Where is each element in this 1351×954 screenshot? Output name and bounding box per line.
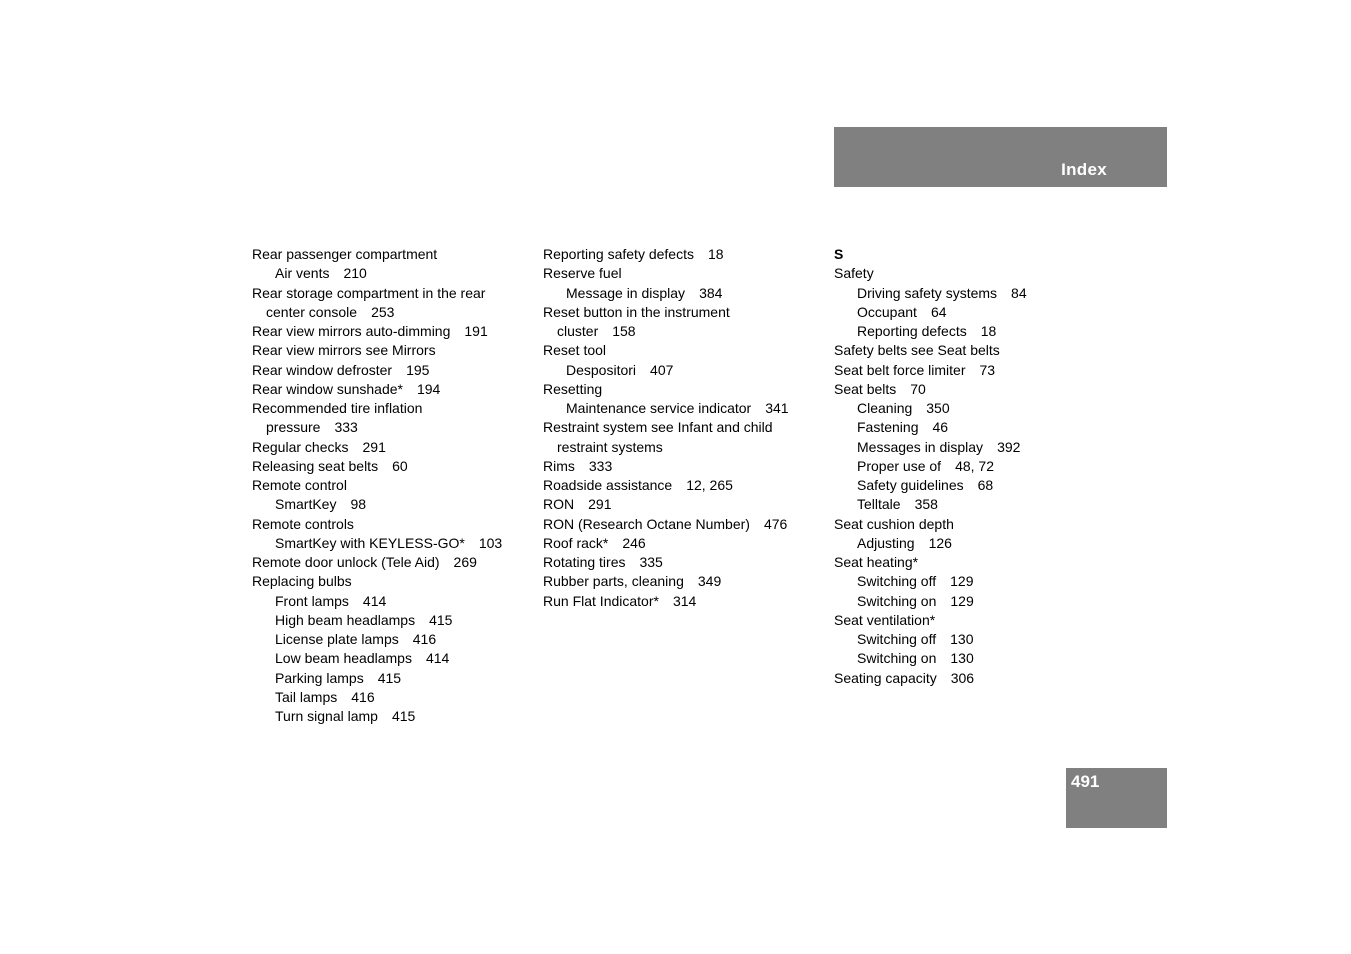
index-entry-text: Switching off	[857, 573, 937, 590]
index-entry	[252, 572, 502, 591]
index-entry-page: 333	[334, 419, 358, 436]
index-entry-page: 253	[371, 303, 395, 320]
index-entry-text: Occupant	[857, 303, 917, 320]
index-entry-page: 416	[351, 688, 375, 705]
index-entry-text: Remote door unlock (Tele Aid)	[252, 554, 440, 570]
index-entry-text: License plate lamps	[275, 631, 399, 647]
index-entry	[834, 630, 1027, 649]
index-entry-text: Rear storage compartment in the rear	[252, 284, 486, 301]
index-entry-text: Switching on	[857, 592, 937, 609]
index-entry-text: Rotating tires	[543, 554, 626, 570]
index-entry-page: 415	[429, 611, 453, 628]
index-entry-page: 158	[612, 323, 636, 339]
index-entry-page: 392	[997, 438, 1021, 455]
index-entry-text: RON	[543, 496, 575, 513]
index-entry-text: cluster	[557, 323, 599, 339]
index-entry-text: Rear window sunshade*	[252, 380, 403, 397]
index-entry-page: 194	[416, 380, 441, 397]
index-entry-text: Roof rack*	[543, 534, 609, 551]
index-entry-text: Messages in display	[857, 438, 984, 455]
index-entry-page: 73	[979, 361, 996, 378]
index-entry	[252, 264, 502, 283]
index-entry-text: Reset button in the instrument	[543, 303, 730, 320]
index-entry	[252, 380, 502, 399]
index-entry-text: Safety guidelines	[857, 477, 964, 493]
index-entry-page: 476	[763, 515, 788, 532]
index-entry-page: 358	[914, 496, 938, 513]
page-title: Index	[1061, 160, 1107, 179]
index-entry-text: SmartKey	[275, 496, 337, 513]
index-letter-heading	[834, 245, 1027, 264]
index-entry-page: 407	[650, 361, 674, 378]
index-entry	[543, 380, 789, 399]
index-entry-text: Safety	[834, 265, 874, 282]
index-entry	[834, 418, 1027, 437]
index-entry	[252, 438, 502, 457]
index-entry	[543, 515, 789, 534]
index-entry-text: Rubber parts, cleaning	[543, 573, 684, 590]
index-entry-page: 191	[464, 323, 488, 339]
index-entry	[252, 284, 502, 303]
index-entry	[834, 534, 1027, 553]
index-entry	[252, 361, 502, 380]
index-entry	[543, 341, 789, 360]
index-entry	[834, 495, 1027, 514]
index-entry	[252, 245, 502, 264]
index-entry-text: restraint systems	[557, 438, 663, 455]
index-entry-text: Reserve fuel	[543, 265, 622, 282]
page-number: 491	[1071, 772, 1100, 791]
index-entry-text: Driving safety systems	[857, 284, 998, 301]
index-column-1	[252, 245, 502, 726]
index-entry-text: Regular checks	[252, 438, 349, 455]
index-entry-page: 84	[1011, 284, 1027, 301]
index-entry-page: 210	[343, 265, 367, 282]
index-entry	[543, 534, 789, 553]
index-entry	[252, 611, 502, 630]
index-entry	[543, 399, 789, 418]
index-entry-text: Seating capacity	[834, 669, 937, 686]
index-entry	[834, 284, 1027, 303]
index-entry	[252, 553, 502, 572]
index-entry-text: Roadside assistance	[543, 477, 673, 493]
index-entry-page: 416	[412, 631, 437, 647]
index-entry-text: Rear window defroster	[252, 361, 393, 378]
index-entry-page: 98	[350, 496, 367, 513]
index-entry-text: Rear view mirrors auto-dimming	[252, 323, 451, 339]
index-entry-text: pressure	[266, 419, 321, 436]
index-entry	[834, 457, 1027, 476]
index-entry	[252, 630, 502, 649]
index-entry-page: 415	[377, 669, 402, 686]
index-entry	[252, 669, 502, 688]
index-entry-page: 384	[699, 284, 723, 301]
index-entry-text: Telltale	[857, 496, 901, 513]
index-entry-text: RON (Research Octane Number)	[543, 515, 750, 532]
index-entry	[834, 399, 1027, 418]
index-entry	[834, 572, 1027, 591]
index-entry-text: center console	[266, 303, 358, 320]
index-entry-text: Rims	[543, 457, 575, 474]
index-entry-text: Switching off	[857, 631, 937, 647]
header-bar	[834, 127, 1167, 187]
index-entry-page: 129	[950, 573, 974, 590]
index-entry-text: Air vents	[275, 265, 330, 282]
index-entry-page: 12, 265	[686, 477, 733, 493]
index-entry	[834, 380, 1027, 399]
index-entry-text: Parking lamps	[275, 669, 364, 686]
index-entry-page: 195	[406, 361, 430, 378]
index-entry-text: Safety belts see Seat belts	[834, 342, 1000, 359]
index-entry-text: Reporting defects	[857, 323, 967, 339]
index-entry-text: Low beam headlamps	[275, 650, 412, 667]
index-entry-text: Releasing seat belts	[252, 457, 379, 474]
index-entry	[543, 264, 789, 283]
index-entry	[252, 476, 502, 495]
index-entry-page: 126	[928, 534, 952, 551]
index-entry	[252, 341, 502, 360]
index-entry-page: 291	[362, 438, 386, 455]
index-entry	[543, 495, 789, 514]
index-entry-text: Despositori	[566, 361, 637, 378]
index-entry-page: 70	[910, 380, 926, 397]
index-entry	[543, 553, 789, 572]
index-entry-text: Run Flat Indicator*	[543, 592, 659, 609]
index-entry-text: Replacing bulbs	[252, 573, 352, 590]
index-entry	[252, 418, 502, 437]
index-entry-text: Reporting safety defects	[543, 246, 694, 262]
index-entry-page: 18	[980, 323, 997, 339]
index-entry	[252, 322, 502, 341]
index-entry	[834, 515, 1027, 534]
index-entry-page: 341	[765, 400, 789, 416]
index-entry	[252, 303, 502, 322]
index-entry-page: 306	[950, 669, 975, 686]
index-entry-text: Turn signal lamp	[275, 708, 378, 724]
index-entry	[834, 476, 1027, 495]
index-entry-page: 129	[950, 592, 974, 609]
index-entry-text: Tail lamps	[275, 688, 338, 705]
index-entry-text: SmartKey with KEYLESS-GO*	[275, 534, 465, 551]
index-entry-text: Adjusting	[857, 534, 915, 551]
index-entry-page: 333	[588, 457, 613, 474]
index-entry-page: 314	[672, 592, 697, 609]
index-entry-page: 68	[977, 477, 994, 493]
index-entry	[834, 361, 1027, 380]
index-entry	[834, 553, 1027, 572]
index-entry-text: Remote control	[252, 477, 347, 493]
index-entry	[834, 649, 1027, 668]
index-entry-text: Seat cushion depth	[834, 515, 954, 532]
index-entry-page: 18	[707, 246, 724, 262]
index-entry-text: Maintenance service indicator	[566, 400, 752, 416]
index-entry	[252, 457, 502, 476]
index-entry	[252, 649, 502, 668]
index-entry	[834, 303, 1027, 322]
index-entry	[543, 572, 789, 591]
index-entry-page: 349	[697, 573, 722, 590]
index-entry	[252, 495, 502, 514]
index-entry-text: Switching on	[857, 650, 937, 667]
index-entry	[834, 611, 1027, 630]
index-entry	[543, 476, 789, 495]
index-entry-page: 130	[950, 650, 974, 667]
index-entry	[543, 303, 789, 322]
index-entry	[543, 457, 789, 476]
index-entry-page: 130	[950, 631, 974, 647]
index-entry-text: Rear view mirrors see Mirrors	[252, 342, 436, 359]
index-entry	[834, 322, 1027, 341]
index-entry-page: 350	[926, 400, 950, 416]
index-entry	[543, 592, 789, 611]
index-entry-text: Remote controls	[252, 515, 354, 532]
index-entry-page: 291	[588, 496, 612, 513]
index-entry-text: S	[834, 246, 844, 262]
index-entry	[543, 438, 789, 457]
index-entry-page: 414	[425, 650, 450, 667]
index-entry-page: 246	[622, 534, 646, 551]
index-entry-text: Seat belts	[834, 380, 897, 397]
page-number-box	[1066, 768, 1167, 828]
index-entry-page: 60	[392, 457, 408, 474]
index-entry-text: Reset tool	[543, 342, 607, 359]
index-entry	[252, 399, 502, 418]
index-entry-text: Rear passenger compartment	[252, 246, 438, 262]
index-entry	[834, 592, 1027, 611]
index-entry-text: Seat belt force limiter	[834, 361, 966, 378]
index-entry	[543, 418, 789, 437]
index-column-3	[834, 245, 1027, 688]
index-entry-text: Recommended tire inflation	[252, 400, 423, 416]
index-entry-page: 103	[478, 534, 503, 551]
index-entry-page: 46	[932, 419, 949, 436]
index-entry-page: 64	[930, 303, 947, 320]
index-entry-page: 415	[391, 708, 416, 724]
index-entry-text: Seat heating*	[834, 554, 919, 570]
index-entry-text: Fastening	[857, 419, 919, 436]
index-entry	[543, 322, 789, 341]
index-entry	[252, 534, 502, 553]
index-entry	[252, 515, 502, 534]
index-entry-text: Restraint system see Infant and child	[543, 419, 773, 436]
index-entry	[834, 264, 1027, 283]
index-entry	[252, 592, 502, 611]
index-entry-text: Front lamps	[275, 592, 349, 609]
index-entry	[834, 438, 1027, 457]
index-entry-text: Cleaning	[857, 400, 913, 416]
index-entry-text: Seat ventilation*	[834, 611, 936, 628]
index-entry-page: 48, 72	[955, 457, 994, 474]
index-entry-text: Resetting	[543, 380, 603, 397]
index-entry-text: Proper use of	[857, 457, 942, 474]
index-entry-text: Message in display	[566, 284, 686, 301]
index-entry	[543, 284, 789, 303]
index-entry-text: High beam headlamps	[275, 611, 416, 628]
index-entry	[252, 707, 502, 726]
index-entry	[252, 688, 502, 707]
index-column-2	[543, 245, 789, 611]
index-entry	[543, 361, 789, 380]
index-entry-page: 269	[453, 554, 477, 570]
index-entry	[543, 245, 789, 264]
index-entry	[834, 341, 1027, 360]
index-entry-page: 335	[639, 554, 663, 570]
index-entry	[834, 669, 1027, 688]
index-entry-page: 414	[362, 592, 387, 609]
